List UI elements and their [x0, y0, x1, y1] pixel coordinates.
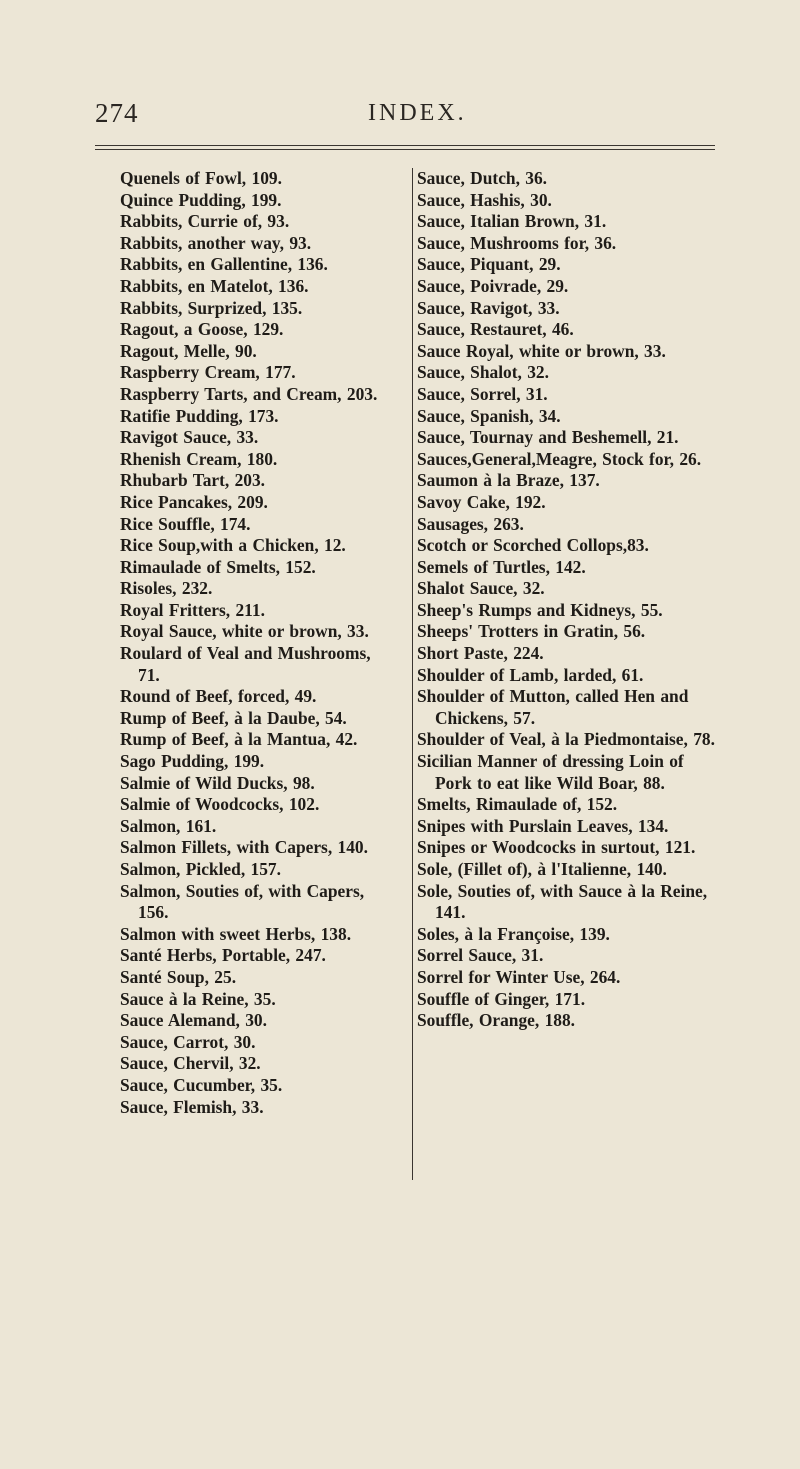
index-entry: Sauce, Chervil, 32.	[120, 1053, 261, 1074]
index-entry: Santé Herbs, Portable, 247.	[120, 945, 326, 966]
index-entry: Rabbits, en Gallentine, 136.	[120, 254, 328, 275]
index-entry: Sole, (Fillet of), à l'Italienne, 140.	[417, 859, 667, 879]
index-entry: Ravigot Sauce, 33.	[120, 427, 259, 448]
index-entry: Sauce, Hashis, 30.	[417, 189, 552, 210]
index-entry: Sauce, Mushrooms for, 36.	[417, 232, 617, 253]
index-entry: Rabbits, en Matelot, 136.	[120, 275, 309, 296]
index-entry: Shoulder of Lamb, larded, 61.	[417, 664, 644, 685]
index-entry: Rabbits, Surprized, 135.	[120, 297, 303, 318]
index-entry: Rice Souffle, 174.	[120, 513, 251, 534]
index-entry: Rabbits, another way, 93.	[120, 232, 312, 253]
index-entry: Souffle, Orange, 188.	[417, 1010, 576, 1031]
index-entry: Salmon, Pickled, 157.	[120, 859, 281, 879]
index-entry: Royal Sauce, white or brown, 33.	[120, 621, 369, 642]
index-entry: Salmon with sweet Herbs, 138.	[120, 923, 352, 944]
index-entry: Sauce, Carrot, 30.	[120, 1031, 256, 1052]
index-entry: Raspberry Tarts, and Cream, 203.	[120, 383, 378, 404]
header-rule-top	[95, 145, 715, 146]
index-entry: Sauce, Piquant, 29.	[417, 254, 561, 275]
index-entry: Sauce, Poivrade, 29.	[417, 275, 569, 296]
index-entry: Rice Pancakes, 209.	[120, 491, 268, 512]
index-entry: Rump of Beef, à la Daube, 54.	[120, 707, 347, 728]
index-entry: Soles, à la Françoise, 139.	[417, 923, 610, 944]
index-entry: Roulard of Veal and Mushrooms, 71.	[120, 643, 371, 685]
index-entry: Souffle of Ginger, 171.	[417, 988, 586, 1009]
index-entry: Royal Fritters, 211.	[120, 599, 265, 620]
page-title: INDEX.	[368, 100, 467, 126]
index-entry: Sauce, Restauret, 46.	[417, 319, 574, 340]
index-entry: Sorrel Sauce, 31.	[417, 945, 544, 966]
page-number: 274	[95, 98, 139, 128]
index-entry: Sauce, Italian Brown, 31.	[417, 211, 607, 232]
index-entry: Rhenish Cream, 180.	[120, 448, 278, 469]
index-entry: Shalot Sauce, 32.	[417, 578, 545, 599]
index-entry: Salmon, 161.	[120, 815, 217, 836]
index-entry: Snipes with Purslain Leaves, 134.	[417, 815, 669, 836]
index-entry: Shoulder of Mutton, called Hen and Chickens, 57.	[417, 686, 689, 728]
index-entry: Round of Beef, forced, 49.	[120, 686, 317, 707]
index-entry: Sauce, Shalot, 32.	[417, 362, 549, 383]
index-entry: Shoulder of Veal, à la Piedmontaise, 78.	[417, 729, 715, 750]
index-entry: Raspberry Cream, 177.	[120, 362, 296, 383]
index-entry: Sicilian Manner of dressing Loin of Pork to eat like Wild Boar, 88.	[417, 751, 684, 793]
index-entry: Savoy Cake, 192.	[417, 491, 546, 512]
index-entry: Scotch or Scorched Collops,83.	[417, 535, 649, 556]
index-entry: Rump of Beef, à la Mantua, 42.	[120, 729, 358, 750]
index-entry: Quenels of Fowl, 109.	[120, 168, 282, 188]
index-entry: Rice Soup,with a Chicken, 12.	[120, 535, 346, 556]
header-rule-bottom	[95, 149, 715, 150]
index-entry: Sausages, 263.	[417, 513, 524, 534]
index-entry: Quince Pudding, 199.	[120, 189, 282, 210]
index-entry: Semels of Turtles, 142.	[417, 556, 586, 577]
index-entry: Sorrel for Winter Use, 264.	[417, 966, 621, 987]
page-header	[95, 98, 715, 138]
index-entry: Rimaulade of Smelts, 152.	[120, 556, 316, 577]
index-entry: Sauce, Cucumber, 35.	[120, 1074, 283, 1095]
index-column-right	[412, 168, 715, 1180]
index-entry: Ragout, a Goose, 129.	[120, 319, 284, 340]
index-entry: Sauce, Sorrel, 31.	[417, 383, 548, 404]
index-entry: Salmie of Wild Ducks, 98.	[120, 772, 315, 793]
index-entry: Saumon à la Braze, 137.	[417, 470, 600, 491]
index-entry: Ragout, Melle, 90.	[120, 340, 257, 361]
index-entry: Sauce à la Reine, 35.	[120, 988, 276, 1009]
index-entry: Sauce, Dutch, 36.	[417, 168, 548, 188]
index-entry: Sauce, Spanish, 34.	[417, 405, 561, 426]
index-entry: Sauce, Ravigot, 33.	[417, 297, 560, 318]
index-entry: Sago Pudding, 199.	[120, 751, 265, 772]
index-entry: Santé Soup, 25.	[120, 966, 237, 987]
index-entry: Sole, Souties of, with Sauce à la Reine, 141.	[417, 880, 708, 923]
index-entry: Short Paste, 224.	[417, 643, 544, 664]
index-column-left	[120, 168, 395, 1118]
index-entry: Salmon, Souties of, with Capers, 156.	[120, 880, 365, 923]
index-entry: Sauce, Tournay and Beshemell, 21.	[417, 427, 679, 448]
index-entry: Snipes or Woodcocks in surtout, 121.	[417, 837, 696, 858]
index-entry: Sauce Royal, white or brown, 33.	[417, 340, 666, 361]
index-entry: Rabbits, Currie of, 93.	[120, 211, 290, 232]
index-entry: Sauces,General,Meagre, Stock for, 26.	[417, 448, 702, 469]
index-entry: Sauce, Flemish, 33.	[120, 1096, 264, 1117]
index-entry: Sheeps' Trotters in Gratin, 56.	[417, 621, 646, 642]
index-entry: Sauce Alemand, 30.	[120, 1010, 267, 1031]
index-entry: Salmie of Woodcocks, 102.	[120, 794, 320, 815]
index-entry: Ratifie Pudding, 173.	[120, 405, 279, 426]
index-entry: Risoles, 232.	[120, 578, 213, 599]
index-entry: Salmon Fillets, with Capers, 140.	[120, 837, 368, 858]
index-entry: Sheep's Rumps and Kidneys, 55.	[417, 599, 663, 620]
index-entry: Smelts, Rimaulade of, 152.	[417, 794, 618, 815]
index-entry: Rhubarb Tart, 203.	[120, 470, 266, 491]
